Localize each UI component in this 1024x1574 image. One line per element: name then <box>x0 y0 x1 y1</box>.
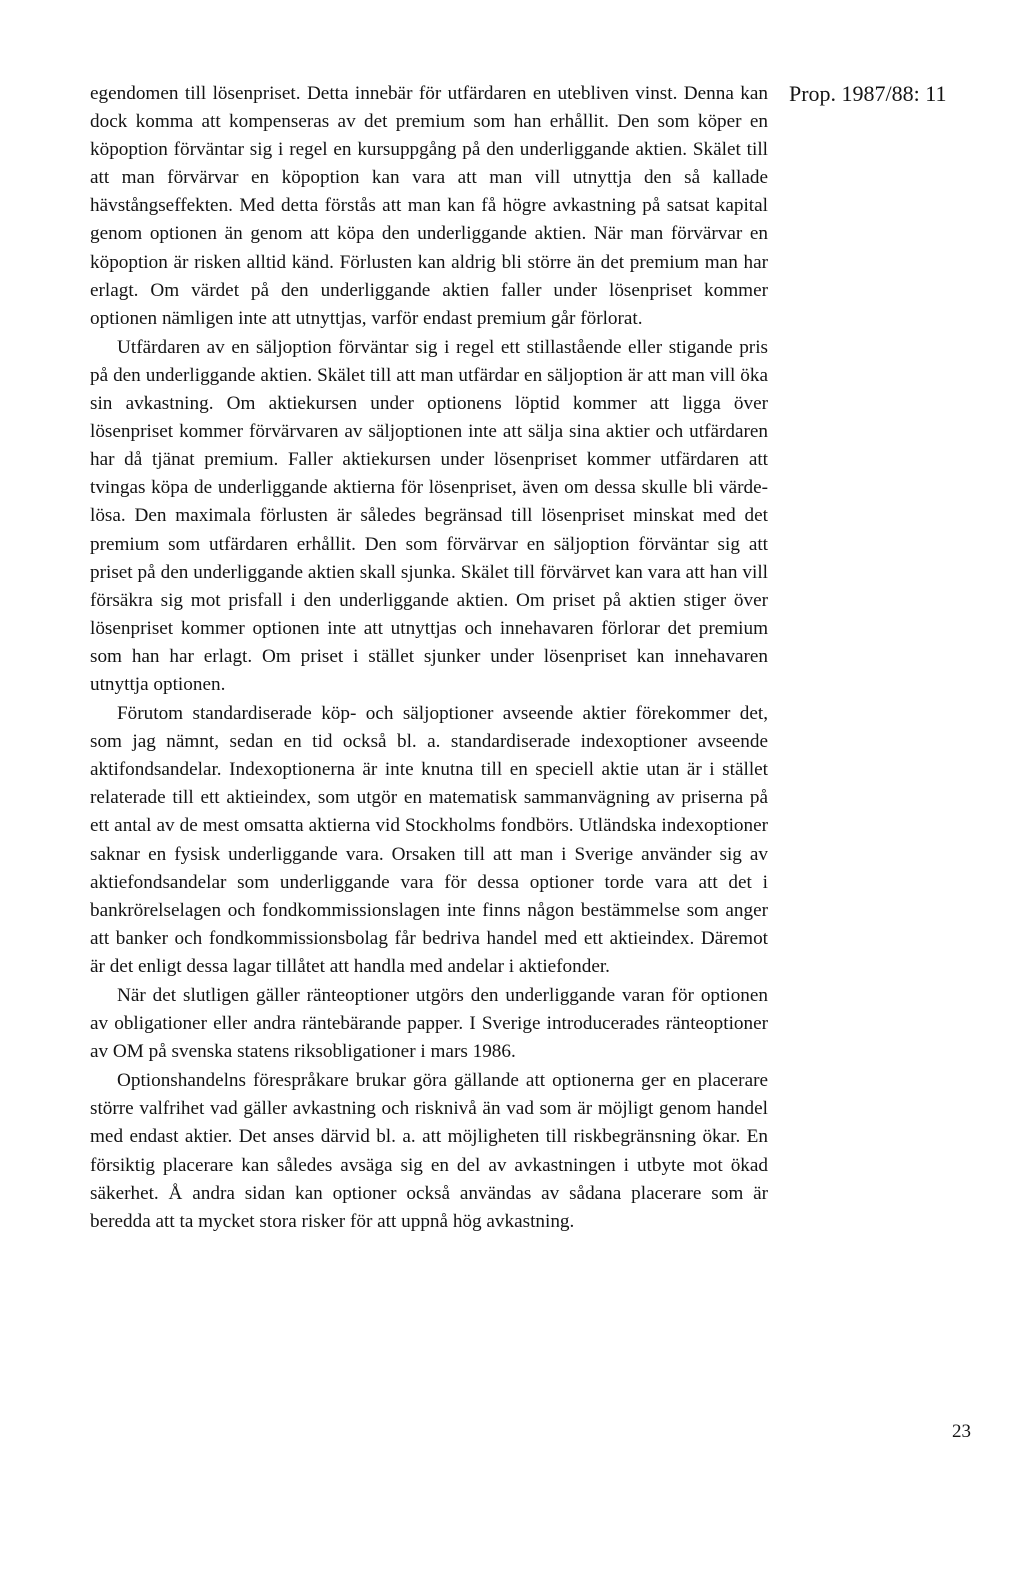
paragraph-4: När det slutligen gäller ränteoptioner utgörs den underliggande varan för optionen av obligationer eller andra räntebärande papper. I Sverige introducerades ränteoptioner av OM på svenska statens riksobligationer i mars 1986. <box>90 985 768 1063</box>
body-text <box>90 80 768 1237</box>
paragraph-1: egendomen till lösenpriset. Detta innebär för utfärdaren en utebliven vinst. Denna kan dock komma att kompenseras av det premium som han erhållit. Den som köper en köpoption förväntar sig i regel en kursuppgång på den underliggande aktien. Skälet till att man förvärvar en köpoption kan vara att man vill utnyttja den så kallade hävstångseffekten. Med detta förstås att man kan få högre avkastning på satsat kapital genom optionen än genom att köpa den underliggande aktien. När man förvärvar en köpoption är risken alltid känd. Förlusten kan aldrig bli större än det premium man har erlagt. Om värdet på den underliggande aktien faller under lösenpriset kommer optionen nämligen inte att utnyttjas, varför endast premium går förlorat. <box>90 83 768 329</box>
paragraph-5: Optionshandelns förespråkare brukar göra gällande att optionerna ger en placerare större valfrihet vad gäller avkastning och risknivå än vad som är möjligt genom handel med endast aktier. Det anses därvid bl. a. att möjligheten till riskbegränsning ökar. En försiktig placerare kan således avsäga sig en del av avkastningen i utbyte mot ökad säkerhet. Å andra sidan kan optioner också användas av sådana placerare som är beredda att ta mycket stora risker för att uppnå hög avkastning. <box>90 1070 768 1232</box>
paragraph-3: Förutom standardiserade köp- och säljoptioner avseende aktier förekommer det, som jag nämnt, sedan en tid också bl. a. standardiserade indexoptioner avseende aktifondsandelar. Indexoptionerna är inte knutna till en speciell aktie utan är i stället relaterade till ett aktieindex, som utgör en matematisk sammanvägning av priserna på ett antal av de mest omsatta aktierna vid Stockholms fondbörs. Utländska indexoptioner saknar en fysisk underliggande vara. Orsaken till att man i Sverige använder sig av aktiefondsandelar som underliggande vara för dessa optioner torde vara att det i bankrörelselagen och fondkommissionslagen inte finns någon bestämmelse som anger att banker och fondkommissionsbolag får bedriva handel med ett aktieindex. Däremot är det enligt dessa lagar tillåtet att handla med andelar i aktiefonder. <box>90 703 768 977</box>
paragraph-2: Utfärdaren av en säljoption förväntar sig i regel ett stillastående eller stigande pris på den underliggande aktien. Skälet till att man utfärdar en säljoption är att man vill öka sin avkastning. Om aktiekursen under optionens löptid kommer att ligga över lösenpriset kommer förvärvaren av säljoptionen inte att sälja sina aktier och utfärdaren har då tjänat premium. Faller aktiekursen under lösenpriset kommer utfärdaren att tvingas köpa de underliggande aktierna för lösenpriset, även om dessa skulle bli värdelösa. Den maximala förlusten är således begränsad till lösenpriset minskat med det premium som utfärdaren erhållit. Den som förvärvar en säljoption förväntar sig att priset på den underliggande aktien skall sjunka. Skälet till förvärvet kan vara att han vill försäkra sig mot prisfall i den underliggande aktien. Om priset på aktien stiger över lösenpriset kommer optionen inte att utnyttjas och innehavaren förlorar det premium som han har erlagt. Om priset i stället sjunker under lösenpriset kan innehavaren utnyttja optionen. <box>90 336 768 695</box>
running-head: Prop. 1987/88: 11 <box>789 81 947 106</box>
page-number: 23 <box>952 1421 971 1442</box>
